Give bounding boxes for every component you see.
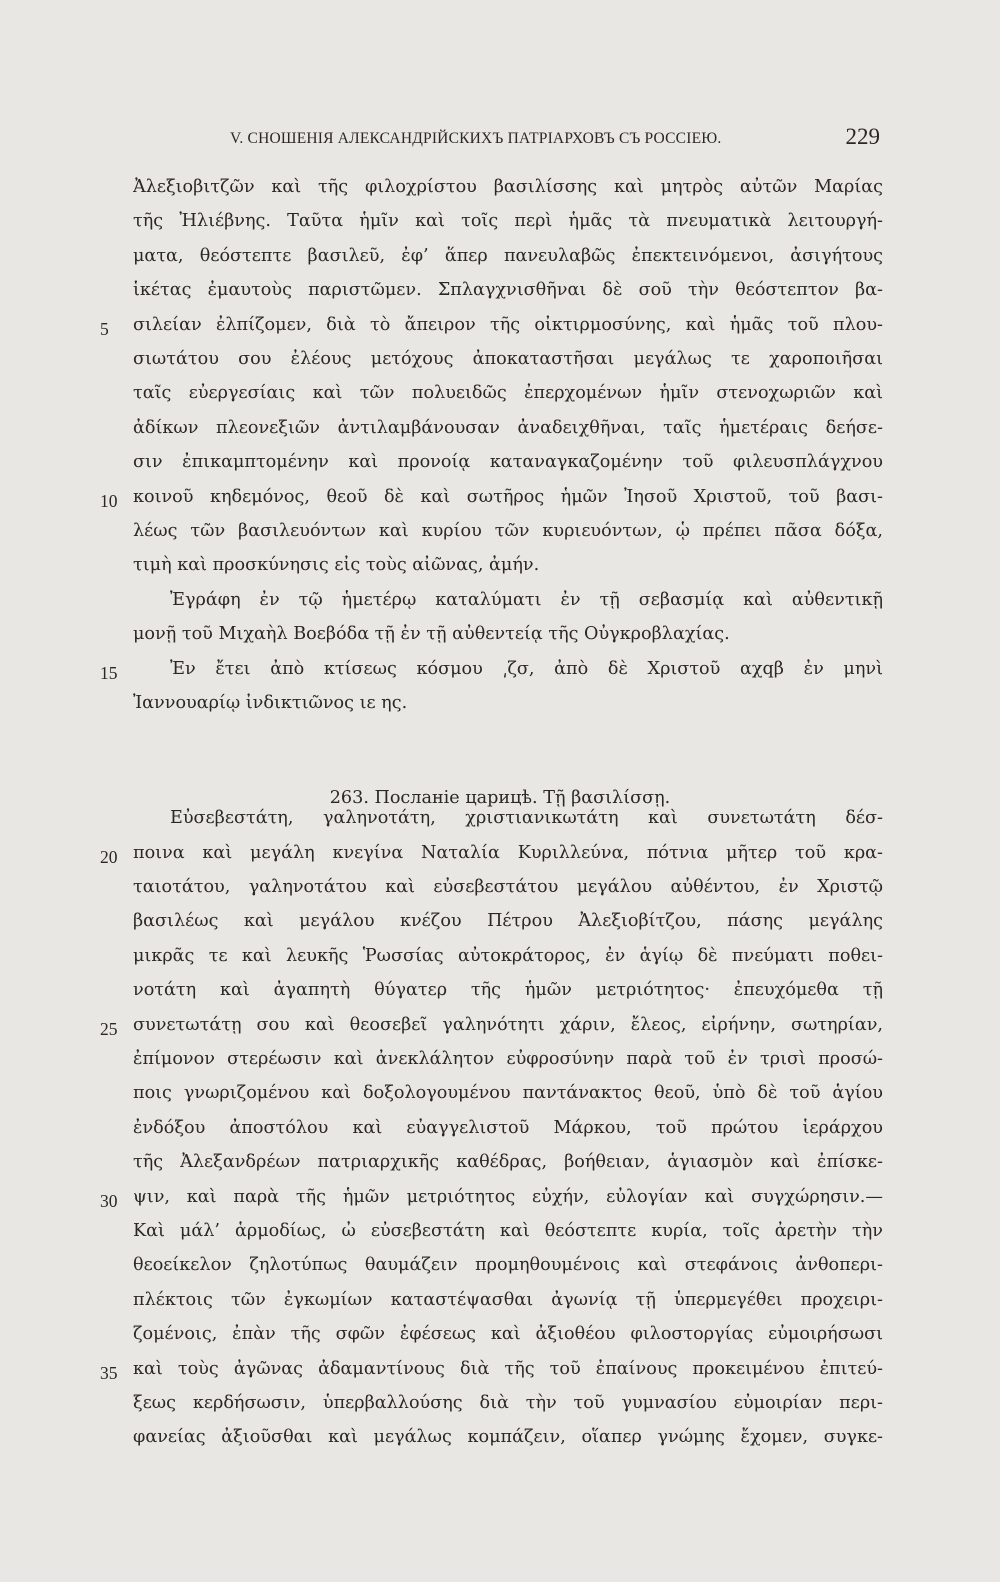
line-number: 20: [100, 846, 118, 867]
line-text: κοινοῦ κηδεμόνος, θεοῦ δὲ καὶ σωτῆρος ἡμῶν Ἰησοῦ Χριστοῦ, τοῦ βασι-: [133, 486, 883, 507]
text-line: [0, 911, 1000, 945]
text-line: [0, 1324, 1000, 1358]
line-text: ζομένοις, ἐπὰν τῆς σφῶν ἐφέσεως καὶ ἀξιοθέου φιλοστοργίας εὐμοιρήσωσι: [133, 1324, 883, 1345]
line-text: ψιν, καὶ παρὰ τῆς ἡμῶν μετριότητος εὐχήν, εὐλογίαν καὶ συγχώρησιν.—: [133, 1186, 883, 1207]
line-text: νοτάτη καὶ ἀγαπητὴ θύγατερ τῆς ἡμῶν μετριότητος· ἐπευχόμεθα τῇ: [133, 980, 883, 1001]
line-text: τῆς Ἠλιέβνης. Ταῦτα ἡμῖν καὶ τοῖς περὶ ἡμᾶς τὰ πνευματικὰ λειτουργή-: [133, 211, 883, 232]
line-text: ταιοτάτου, γαληνοτάτου καὶ εὐσεβεστάτου μεγάλου αὐθέντου, ἐν Χριστῷ: [133, 877, 883, 897]
text-line: [0, 177, 1000, 211]
text-line: [0, 1118, 1000, 1152]
text-line: [0, 659, 1000, 693]
section-heading: 263. Посланіе царицѣ. Τῇ βασιλίσσῃ.: [329, 788, 671, 808]
line-text: Ἀλεξιοβιτζῶν καὶ τῆς φιλοχρίστου βασιλίσσης καὶ μητρὸς αὐτῶν Μαρίας: [133, 177, 883, 197]
text-line: [0, 1427, 1000, 1461]
line-number: 15: [100, 662, 118, 683]
text-line: [0, 315, 1000, 349]
line-text: ποις γνωριζομένου καὶ δοξολογουμένου παντάνακτος θεοῦ, ὑπὸ δὲ τοῦ ἁγίου: [133, 1083, 883, 1104]
line-text: ἀδίκων πλεονεξιῶν ἀντιλαμβάνουσαν ἀναδειχθῆναι, ταῖς ἡμετέραις δεήσε-: [133, 417, 883, 438]
line-text: σιν ἐπικαμπτομένην καὶ προνοίᾳ καταναγκαζομένην τοῦ φιλευσπλάγχνου: [133, 452, 883, 473]
text-line: [0, 418, 1000, 452]
text-line: [0, 1255, 1000, 1289]
text-line: [0, 1221, 1000, 1255]
line-text: τῆς Ἀλεξανδρέων πατριαρχικῆς καθέδρας, βοήθειαν, ἁγιασμὸν καὶ ἐπίσκε-: [133, 1152, 883, 1173]
line-text: σιωτάτου σου ἐλέους μετόχους ἀποκαταστῆσαι μεγάλως τε χαροποιῆσαι: [133, 349, 883, 369]
text-line: [0, 452, 1000, 486]
text-line: [0, 843, 1000, 877]
line-number: 30: [100, 1190, 118, 1211]
text-line: [0, 1015, 1000, 1049]
line-text: Ἰαννουαρίῳ ἰνδικτιῶνος ιε ης.: [133, 693, 408, 713]
text-line: [0, 946, 1000, 980]
text-line: [0, 211, 1000, 245]
text-line: [0, 808, 1000, 842]
text-line: [0, 246, 1000, 280]
line-text: Εὐσεβεστάτη, γαληνοτάτη, χριστιανικωτάτη καὶ συνετωτάτη δέσ-: [170, 808, 883, 829]
line-number: 10: [100, 490, 118, 511]
line-text: μικρᾶς τε καὶ λευκῆς Ῥωσσίας αὐτοκράτορος, ἐν ἁγίῳ δὲ πνεύματι ποθει-: [133, 945, 883, 966]
running-header: [230, 124, 880, 154]
text-line: [0, 521, 1000, 555]
line-number: 5: [100, 318, 109, 339]
text-line: [0, 693, 1000, 727]
line-text: ματα, θεόστεπτε βασιλεῦ, ἐφ’ ἅπερ πανευλαβῶς ἐπεκτεινόμενοι, ἀσιγήτους: [133, 245, 883, 266]
line-text: ἐνδόξου ἀποστόλου καὶ εὐαγγελιστοῦ Μάρκου, τοῦ πρώτου ἱεράρχου: [133, 1117, 883, 1138]
text-line: [0, 1359, 1000, 1393]
line-text: συνετωτάτῃ σου καὶ θεοσεβεῖ γαληνότητι χάριν, ἔλεος, εἰρήνην, σωτηρίαν,: [133, 1014, 883, 1035]
text-line: [0, 980, 1000, 1014]
line-text: βασιλέως καὶ μεγάλου κνέζου Πέτρου Ἀλεξιοβίτζου, πάσης μεγάλης: [133, 911, 883, 932]
line-number: 35: [100, 1362, 118, 1383]
line-text: λέως τῶν βασιλευόντων καὶ κυρίου τῶν κυριευόντων, ᾧ πρέπει πᾶσα δόξα,: [133, 521, 883, 541]
line-text: σιλείαν ἐλπίζομεν, διὰ τὸ ἄπειρον τῆς οἰκτιρμοσύνης, καὶ ἡμᾶς τοῦ πλου-: [133, 314, 883, 335]
line-text: μονῇ τοῦ Μιχαὴλ Βοεβόδα τῇ ἐν τῇ αὐθεντείᾳ τῆς Οὐγκροβλαχίας.: [133, 624, 730, 645]
text-line: [0, 1187, 1000, 1221]
text-line: [0, 280, 1000, 314]
line-text: θεοείκελον ζηλοτύπως θαυμάζειν προμηθουμένοις καὶ στεφάνοις ἀνθοπερι-: [133, 1255, 883, 1276]
line-text: φανείας ἀξιοῦσθαι καὶ μεγάλως κομπάζειν, οἵαπερ γνώμης ἔχομεν, συγκε-: [133, 1427, 883, 1448]
text-line: [0, 1290, 1000, 1324]
line-text: ξεως κερδήσωσιν, ὑπερβαλλούσης διὰ τὴν τοῦ γυμνασίου εὐμοιρίαν περι-: [133, 1393, 883, 1413]
text-line: [0, 555, 1000, 589]
text-line: [0, 1049, 1000, 1083]
text-line: [0, 727, 1000, 761]
line-text: πλέκτοις τῶν ἐγκωμίων καταστέψασθαι ἀγωνίᾳ τῇ ὑπερμεγέθει προχειρι-: [133, 1289, 883, 1310]
line-text: καὶ τοὺς ἀγῶνας ἀδαμαντίνους διὰ τῆς τοῦ ἐπαίνους προκειμένου ἐπιτεύ-: [133, 1358, 883, 1379]
page-number: 229: [845, 124, 880, 149]
text-line: [0, 349, 1000, 383]
line-text: ἱκέτας ἐμαυτοὺς παριστῶμεν. Σπλαγχνισθῆναι δὲ σοῦ τὴν θεόστεπτον βα-: [133, 280, 883, 301]
text-line: [0, 624, 1000, 658]
text-line: [0, 590, 1000, 624]
text-line: [0, 1152, 1000, 1186]
text-line: [0, 877, 1000, 911]
text-line: [0, 487, 1000, 521]
line-text: Ἐγράφη ἐν τῷ ἡμετέρῳ καταλύματι ἐν τῇ σεβασμίᾳ καὶ αὐθεντικῇ: [170, 589, 883, 610]
text-line: [0, 1393, 1000, 1427]
line-text: ποινα καὶ μεγάλη κνεγίνα Ναταλία Κυριλλεύνα, πότνια μῆτερ τοῦ κρα-: [133, 842, 883, 863]
header-title: V. СНОШЕНІЯ АЛЕКСАНДРІЙСКИХЪ ПАТРІАРХОВЪ СЪ РОССІЕЮ.: [230, 130, 722, 147]
line-text: ἐπίμονον στερέωσιν καὶ ἀνεκλάλητον εὐφροσύνην παρὰ τοῦ ἐν τρισὶ προσώ-: [133, 1049, 883, 1069]
line-text: Ἐν ἔτει ἀπὸ κτίσεως κόσμου ͵ζσ, ἀπὸ δὲ Χριστοῦ αχqβ ἐν μηνὶ: [170, 658, 883, 679]
text-line: [0, 383, 1000, 417]
line-text: Καὶ μάλ’ ἁρμοδίως, ὦ εὐσεβεστάτη καὶ θεόστεπτε κυρία, τοῖς ἀρετὴν τὴν: [133, 1221, 883, 1241]
line-number: 25: [100, 1018, 118, 1039]
text-line: [0, 1083, 1000, 1117]
line-text: τιμὴ καὶ προσκύνησις εἰς τοὺς αἰῶνας, ἀμήν.: [133, 555, 540, 576]
line-text: ταῖς εὐεργεσίαις καὶ τῶν πολυειδῶς ἐπερχομένων ἡμῖν στενοχωριῶν καὶ: [133, 383, 883, 404]
